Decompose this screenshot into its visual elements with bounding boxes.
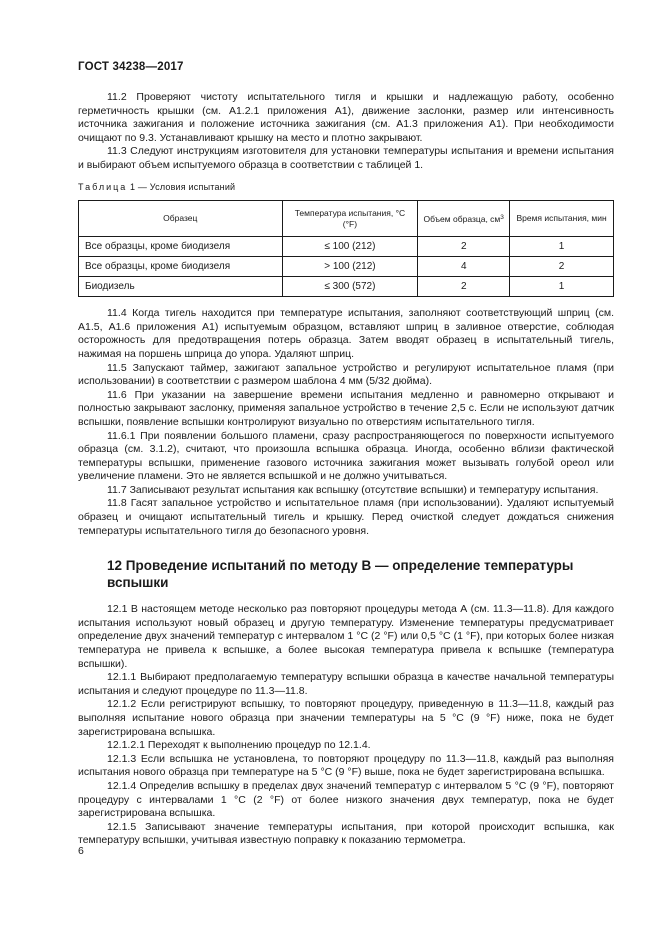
document-header: ГОСТ 34238—2017: [78, 61, 184, 73]
table-cell-time: 2: [510, 257, 614, 277]
column-header-test-temperature: Температура испытания, °С (°F): [282, 201, 418, 237]
paragraph-12-1-2-1: 12.1.2.1 Переходят к выполнению процедур по 12.1.4.: [107, 739, 371, 752]
paragraph-11-2: 11.2 Проверяют чистоту испытательного тигля и крышки и надлежащую работу, особенно герметичность крышки (см. А1.2.1 приложения А1), движение заслонки, размер или интенсивность источника зажигания и положение источника зажигания (см. А1.3 приложения А1). При необходимости очищают по 9.3. Устанавливают крышку на место и плотно закрывают.: [78, 91, 614, 144]
volume-unit-superscript: 3: [500, 214, 504, 222]
paragraph-12-1-1: 12.1.1 Выбирают предполагаемую температуру вспышки образца в качестве начальной температуры испытания и следуют процедуре по 11.3—11.8.: [78, 671, 614, 697]
section-12-heading: 12 Проведение испытаний по методу В — определение температуры вспышки: [107, 558, 574, 590]
paragraph-11-6-1: 11.6.1 При появлении большого пламени, сразу распространяющегося по поверхности испытуемого образца (см. 3.1.2), считают, что произошла вспышка образца. Иногда, особенно вблизи фактической температуры вспышки, применение газового источника зажигания может вызывать голубой ореол или увеличение пламени. Это не является вспышкой и не должно учитываться.: [78, 429, 614, 483]
document-body: [78, 91, 614, 848]
paragraph-12-1-4: 12.1.4 Определив вспышку в пределах двух значений температур с интервалом 5 °С (9 °F), повторяют процедуру с интервалами 1 °С (2 °F) от более низкого значения двух температур, пока не будет зарегистрирована вспышка.: [78, 779, 614, 820]
paragraph-12-1-5: 12.1.5 Записывают значение температуры испытания, при которой происходит вспышка, как температуру вспышки, учитывая известную поправку к показанию термометра.: [78, 820, 614, 847]
table-cell-sample: Все образцы, кроме биодизеля: [79, 237, 283, 257]
table-cell-temperature: > 100 (212): [282, 257, 418, 277]
column-header-sample: Образец: [79, 201, 283, 237]
table-cell-time: 1: [510, 277, 614, 297]
table-cell-volume: 2: [418, 277, 510, 297]
table-cell-sample: Биодизель: [79, 277, 283, 297]
paragraph-11-6: 11.6 При указании на завершение времени испытания медленно и равномерно открывают и полностью закрывают заслонку, применяя запальное устройство в течение 2,5 с. Если не используют датчик вспышки, появление вспышки контролируют визуально по отверстиям испытательного тигля.: [78, 388, 614, 428]
table-cell-temperature: ≤ 100 (212): [282, 237, 418, 257]
paragraph-11-7: 11.7 Записывают результат испытания как вспышку (отсутствие вспышки) и температуру испытания.: [107, 483, 599, 496]
table-row: [79, 277, 614, 297]
test-conditions-table: [78, 200, 614, 297]
table-row: [79, 257, 614, 277]
page-number: 6: [78, 845, 84, 857]
table-caption-text: 1 — Условия испытаний: [130, 181, 236, 192]
table-caption: [78, 181, 614, 195]
paragraph-11-8: 11.8 Гасят запальное устройство и испытательное пламя (при использовании). Удаляют испытуемый образец и очищают испытательный тигель и крышку. Перед очисткой следует дождаться снижения температуры испытательного тигля до безопасного уровня.: [78, 497, 614, 537]
column-header-test-time: Время испытания, мин: [510, 201, 614, 237]
table-cell-volume: 4: [418, 257, 510, 277]
table-cell-time: 1: [510, 237, 614, 257]
paragraph-11-3: 11.3 Следуют инструкциям изготовителя для установки температуры испытания и времени испытания и выбирают объем испытуемого образца в соответствии с таблицей 1.: [78, 145, 614, 171]
table-cell-volume: 2: [418, 237, 510, 257]
paragraph-12-1: 12.1 В настоящем методе несколько раз повторяют процедуры метода А (см. 11.3—11.8). Для каждого испытания используют новый образец и другую температуру. Изменение температуры предусматривает определение двух значений температур с интервалом 1 °С (2 °F) или 0,5 °С (1 °F), при которых более низкая температура не привела к вспышке, а более высокая температура привела к вспышке (температура вспышки).: [78, 603, 614, 670]
table-header-row: [79, 201, 614, 237]
table-caption-word: Таблица: [78, 181, 128, 192]
paragraph-12-1-3: 12.1.3 Если вспышка не установлена, то повторяют процедуру по 11.3—11.8, каждый раз выполняя испытания нового образца при температуре на 5 °С (9 °F) выше, пока не будет зарегистрирована вспышка.: [78, 752, 614, 779]
column-header-sample-volume-label: Объем образца, см: [423, 214, 501, 225]
table-cell-temperature: ≤ 300 (572): [282, 277, 418, 297]
paragraph-11-4: 11.4 Когда тигель находится при температуре испытания, заполняют соответствующий шприц (см. А1.5, А1.6 приложения А1) испытуемым образцом, вставляют шприц в заливное отверстие, соблюдая осторожность для предотвращения потерь образца. Затем вводят образец в испытательный тигель, нажимая на поршень шприца до упора. Удаляют шприц.: [78, 307, 614, 360]
table-cell-sample: Все образцы, кроме биодизеля: [79, 257, 283, 277]
table-row: [79, 237, 614, 257]
paragraph-11-5: 11.5 Запускают таймер, зажигают запальное устройство и регулируют испытательное пламя (при использовании) в соответствии с размером шаблона 4 мм (5/32 дюйма).: [78, 361, 614, 388]
column-header-sample-volume: [418, 201, 510, 237]
paragraph-12-1-2: 12.1.2 Если регистрируют вспышку, то повторяют процедуру, приведенную в 11.3—11.8, каждый раз выполняя испытание нового образца при значении температуры на 5 °С (9 °F) ниже, пока не будет зарегистрирована вспышка.: [78, 698, 614, 738]
